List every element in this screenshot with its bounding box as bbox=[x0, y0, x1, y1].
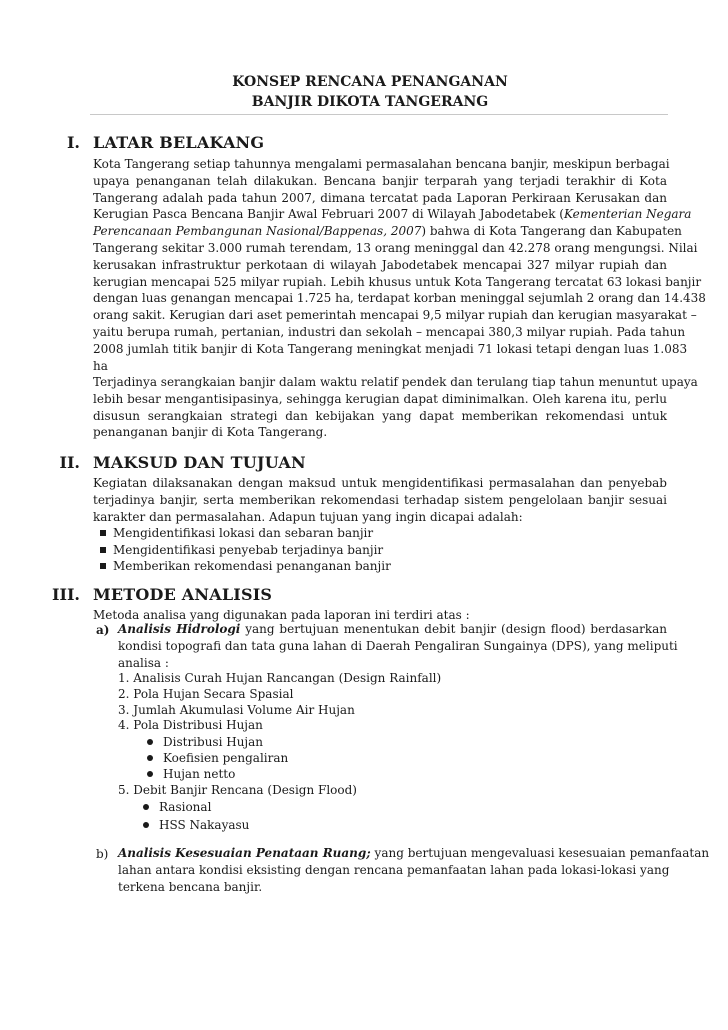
section-2-heading: MAKSUD DAN TUJUAN bbox=[93, 453, 306, 472]
section-1-heading: LATAR BELAKANG bbox=[93, 133, 265, 152]
square-bullet-icon bbox=[100, 547, 106, 553]
section-1-paragraph-1: Kota Tangerang setiap tahunnya mengalami permasalahan bencana banjir, meskipun berbagai upaya penanganan telah dilakukan. Bencana banjir terparah yang terjadi terakhir di Kota Tangerang adalah pada tahun 2007, dimana tercatat pada Laporan Perkiraan Kerusakan dan Kerugian Pasca Bencana Banjir Awal Februari 2007 di Wilayah Jabodetabek (Kementerian Negara Perencanaan Pembangunan Nasional/Bappenas, 2007) bahwa di Kota Tangerang dan Kabupaten Tangerang sekitar 3.000 rumah terendam, 13 orang meninggal dan 42.278 orang mengungsi. Nilai kerusakan infrastruktur perkotaan di wilayah Jabodetabek mencapai 327 milyar rupiah dan kerugian mencapai 525 milyar rupiah. Lebih khusus untuk Kota Tangerang tercatat 63 lokasi banjir dengan luas genangan mencapai 1.725 ha, terdapat korban meninggal sejumlah 2 orang dan 14.438 orang sakit. Kerugian dari aset pemerintah mencapai 9,5 milyar rupiah dan kerugian masyarakat – yaitu berupa rumah, pertanian, industri dan sekolah – mencapai 380,3 milyar rupiah. Pada tahun 2008 jumlah titik banjir di Kota Tangerang meningkat menjadi 71 lokasi tetapi dengan luas 1.083 ha bbox=[93, 157, 706, 373]
section-3-heading: METODE ANALISIS bbox=[93, 585, 273, 604]
list-item: Mengidentifikasi penyebab terjadinya banjir bbox=[100, 542, 383, 558]
bullet-icon bbox=[147, 771, 153, 777]
square-bullet-icon bbox=[100, 563, 106, 569]
numbered-item: 1. Analisis Curah Hujan Rancangan (Design Rainfall) bbox=[118, 671, 442, 685]
bullet-icon bbox=[143, 822, 149, 828]
numbered-item: 2. Pola Hujan Secara Spasial bbox=[118, 687, 294, 701]
item-a-text: Analisis Hidrologi yang bertujuan menentukan debit banjir (design flood) berdasarkan kondisi topografi dan tata guna lahan di Daerah Pengaliran Sungainya (DPS), yang meliputi analisa : bbox=[118, 622, 678, 670]
numbered-item: 4. Pola Distribusi Hujan bbox=[118, 718, 263, 732]
list-item: Rasional bbox=[143, 799, 211, 815]
section-3-number: III. bbox=[51, 585, 80, 604]
bullet-icon bbox=[143, 804, 149, 810]
numbered-item: 5. Debit Banjir Rencana (Design Flood) bbox=[118, 783, 357, 797]
list-item: Koefisien pengaliran bbox=[147, 750, 288, 766]
title-line-1: KONSEP RENCANA PENANGANAN bbox=[232, 74, 508, 90]
section-1-number: I. bbox=[66, 133, 80, 152]
bullet-icon bbox=[147, 739, 153, 745]
bullet-icon bbox=[147, 755, 153, 761]
list-item: HSS Nakayasu bbox=[143, 817, 249, 833]
title-divider bbox=[90, 114, 668, 115]
list-item: Hujan netto bbox=[147, 766, 235, 782]
section-1-paragraph-2: Terjadinya serangkaian banjir dalam waktu relatif pendek dan terulang tiap tahun menuntut upaya lebih besar mengantisipasinya, sehingga kerugian dapat diminimalkan. Oleh karena itu, perlu disusun serangkaian strategi dan kebijakan yang dapat memberikan rekomendasi untuk penanganan banjir di Kota Tangerang. bbox=[93, 375, 698, 440]
list-item: Memberikan rekomendasi penanganan banjir bbox=[100, 558, 391, 574]
numbered-item: 3. Jumlah Akumulasi Volume Air Hujan bbox=[118, 703, 355, 717]
list-item: Mengidentifikasi lokasi dan sebaran banjir bbox=[100, 525, 373, 541]
item-b-marker: b) bbox=[96, 847, 109, 861]
section-2-paragraph: Kegiatan dilaksanakan dengan maksud untuk mengidentifikasi permasalahan dan penyebab terjadinya banjir, serta memberikan rekomendasi terhadap sistem pengelolaan banjir sesuai karakter dan permasalahan. Adapun tujuan yang ingin dicapai adalah: bbox=[93, 476, 667, 524]
section-3-intro: Metoda analisa yang digunakan pada laporan ini terdiri atas : bbox=[93, 608, 470, 622]
item-b-text: Analisis Kesesuaian Penataan Ruang; yang bertujuan mengevaluasi kesesuaian pemanfaatan lahan antara kondisi eksisting dengan rencana pemanfaatan lahan pada lokasi-lokasi yang terkena bencana banjir. bbox=[118, 846, 710, 894]
square-bullet-icon bbox=[100, 530, 106, 536]
item-a-marker: a) bbox=[96, 623, 110, 637]
section-2-number: II. bbox=[59, 453, 80, 472]
list-item: Distribusi Hujan bbox=[147, 734, 263, 750]
title-line-2: BANJIR DIKOTA TANGERANG bbox=[251, 94, 489, 110]
